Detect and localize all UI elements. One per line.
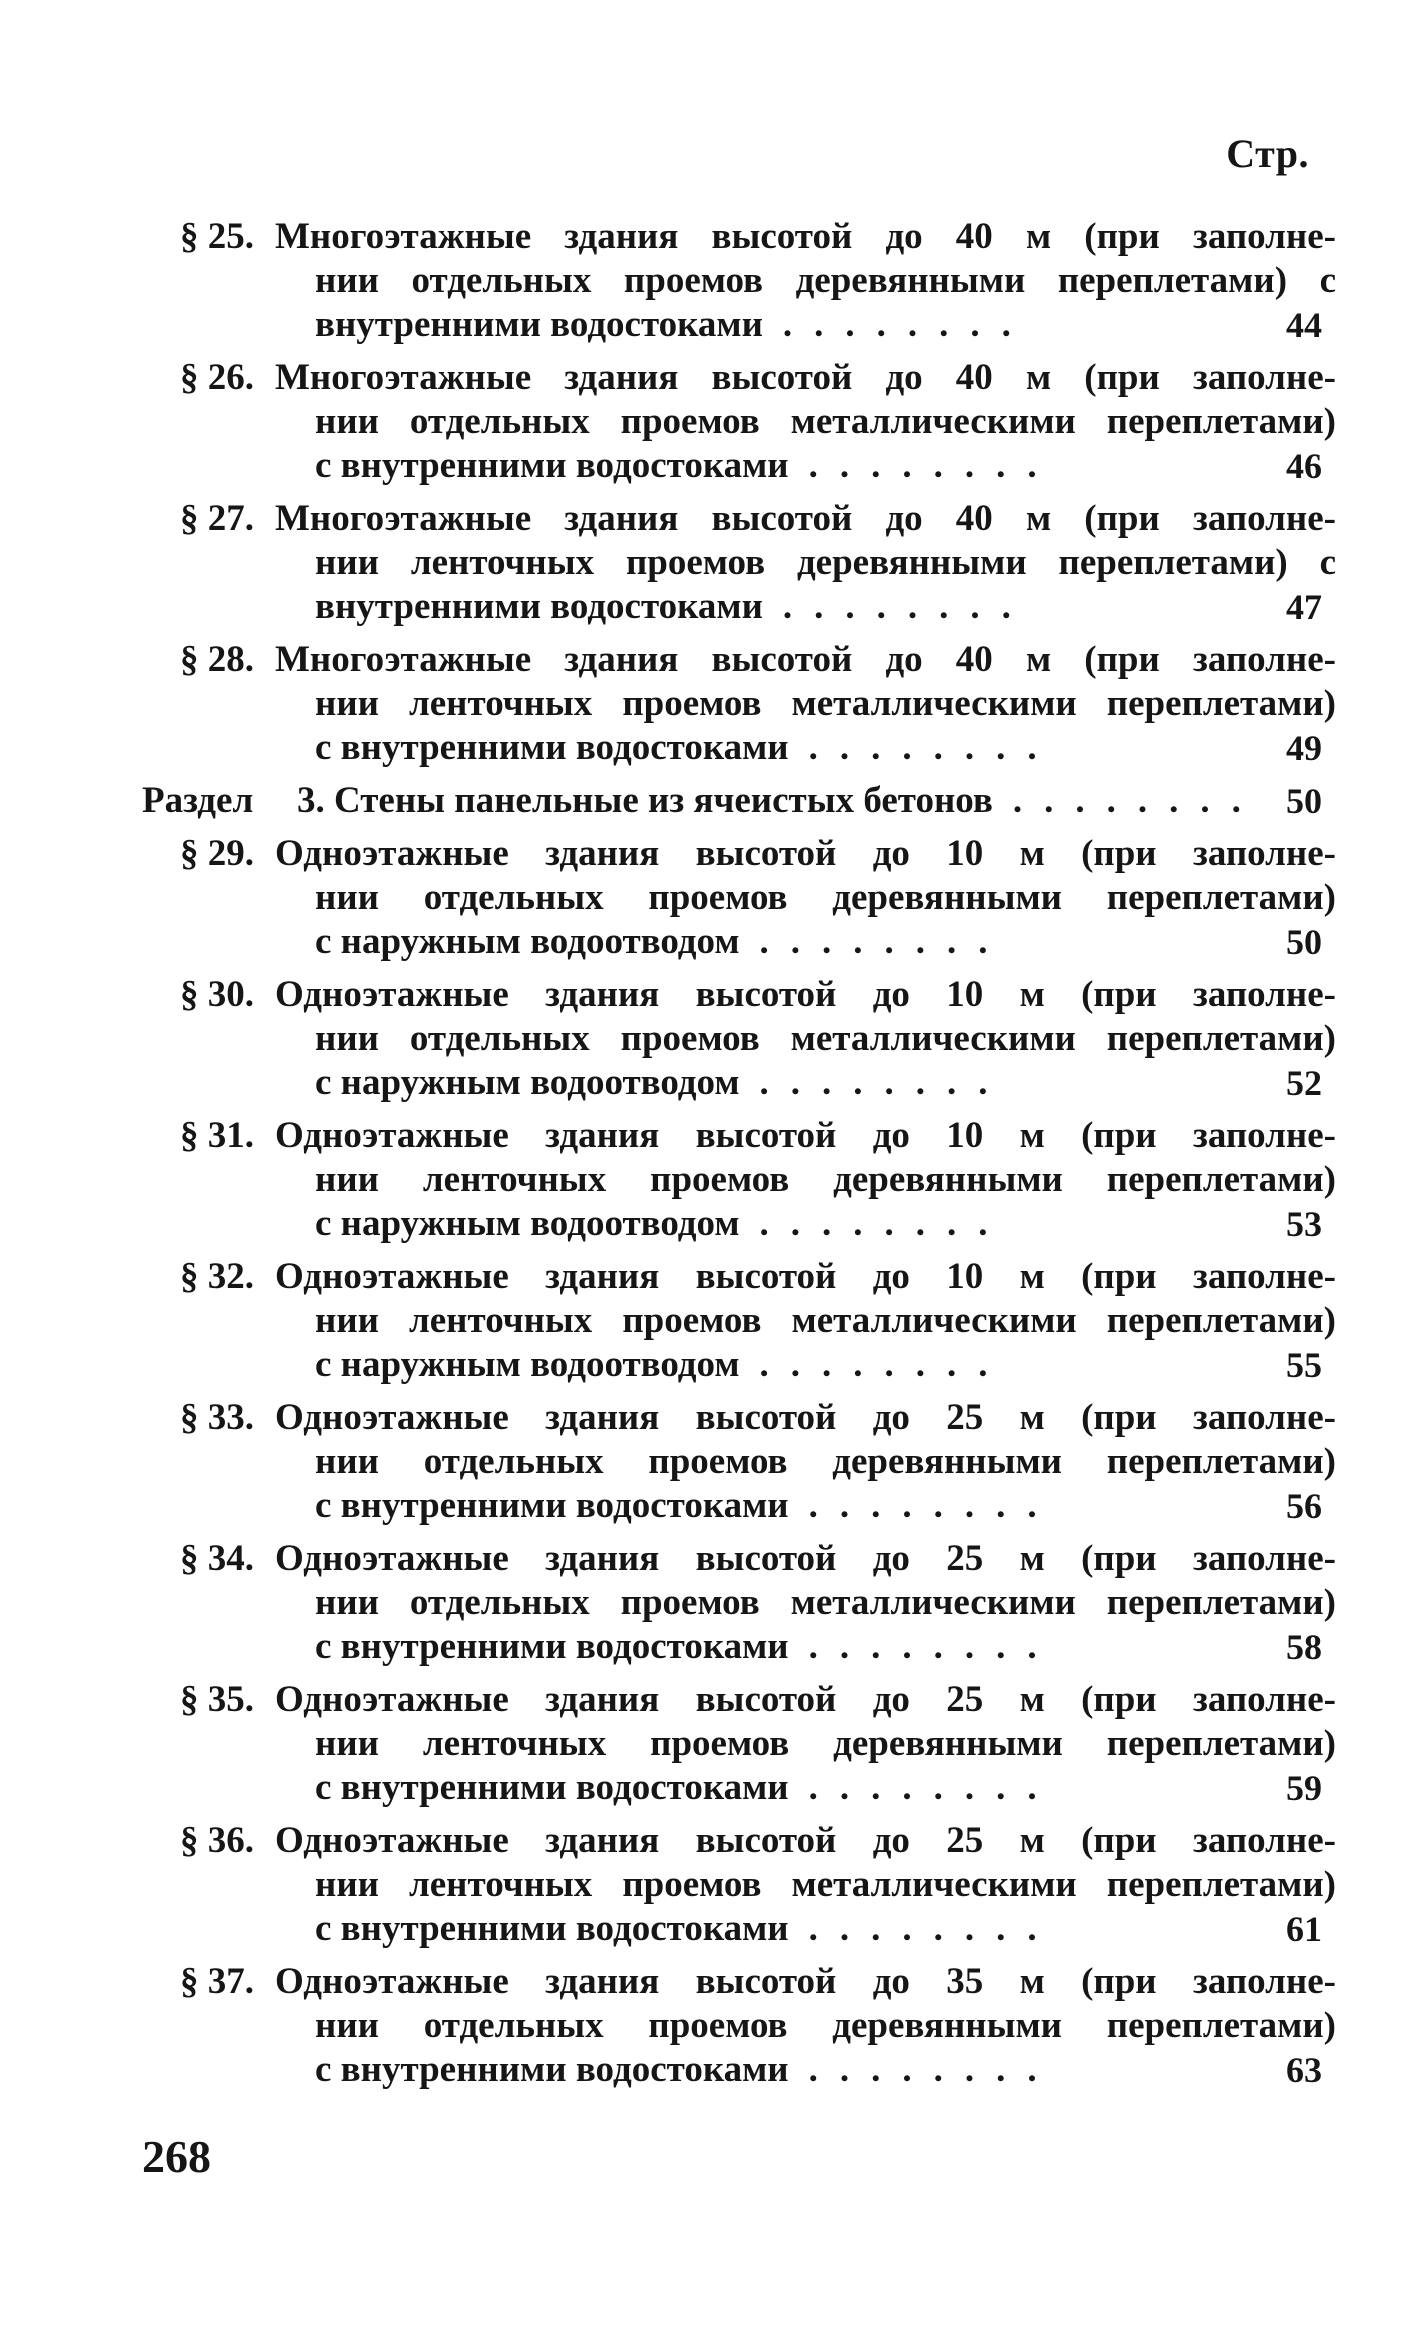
leader-dots: ........ (759, 1062, 1010, 1103)
entry-title-line: Одноэтажные здания высотой до 25 м (при заполне- (275, 1538, 1336, 1579)
entry-title-line: Одноэтажные здания высотой до 25 м (при заполне- (275, 1679, 1336, 1720)
entry-title-line: Многоэтажные здания высотой до 40 м (при заполне- (275, 639, 1336, 680)
entry-page-number: 63 (1286, 2050, 1322, 2090)
toc-entry (142, 497, 1336, 638)
entry-title (275, 1960, 1336, 2092)
entry-title (275, 1396, 1336, 1528)
entry-title (275, 832, 1336, 964)
toc-entry (142, 1960, 1336, 2101)
entry-page-number: 50 (1286, 922, 1322, 962)
table-of-contents (142, 215, 1336, 2101)
entry-title-line: Многоэтажные здания высотой до 40 м (при заполне- (275, 357, 1336, 398)
paragraph-number: § 29. (180, 833, 254, 874)
entry-title (297, 779, 1336, 823)
paragraph-number: § 27. (180, 498, 254, 539)
toc-entry (142, 832, 1336, 973)
leader-dots: ........ (808, 2049, 1059, 2090)
toc-entry (142, 356, 1336, 497)
entry-title-line: внутренними водостоками (315, 586, 763, 627)
entry-page-number: 44 (1286, 305, 1322, 345)
entry-title-line: с наружным водоотводом (315, 1062, 740, 1103)
entry-title (275, 973, 1336, 1105)
entry-title-line: нии ленточных проемов металлическими переплетами) (315, 683, 1336, 724)
entry-title-line: 3. Стены панельные из ячеистых бетонов (297, 780, 993, 821)
toc-entry (142, 638, 1336, 779)
section-label: Раздел (142, 780, 254, 821)
entry-title-line: Одноэтажные здания высотой до 10 м (при заполне- (275, 974, 1336, 1015)
entry-title-line: внутренними водостоками (315, 304, 763, 345)
entry-title-line: Одноэтажные здания высотой до 10 м (при заполне- (275, 1256, 1336, 1297)
entry-title-line: нии отдельных проемов металлическими переплетами) (315, 1018, 1336, 1059)
leader-dots: ........ (759, 1203, 1010, 1244)
entry-page-number: 47 (1286, 587, 1322, 627)
entry-title-line: с внутренними водостоками (315, 1767, 789, 1808)
leader-dots: ........ (808, 1767, 1059, 1808)
page-number: 268 (142, 2131, 211, 2182)
leader-dots: ........ (808, 445, 1059, 486)
page-column-header: Стр. (1226, 131, 1309, 176)
entry-title-line: с наружным водоотводом (315, 921, 740, 962)
leader-dots: ........ (759, 921, 1010, 962)
paragraph-number: § 26. (180, 357, 254, 398)
entry-title-line: нии отдельных проемов деревянными переплетами) (315, 2005, 1336, 2046)
paragraph-number: § 28. (180, 639, 254, 680)
entry-title (275, 1819, 1336, 1951)
entry-page-number: 49 (1286, 728, 1322, 768)
entry-title-line: нии отдельных проемов металлическими переплетами) (315, 1582, 1336, 1623)
entry-title (275, 1678, 1336, 1810)
entry-page-number: 56 (1286, 1486, 1322, 1526)
entry-title-line: Одноэтажные здания высотой до 10 м (при заполне- (275, 833, 1336, 874)
entry-title-line: с наружным водоотводом (315, 1344, 740, 1385)
paragraph-number: § 37. (180, 1961, 254, 2002)
entry-title-line: с внутренними водостоками (315, 2049, 789, 2090)
entry-title-line: нии отдельных проемов деревянными переплетами) с (315, 260, 1336, 301)
entry-title-line: с наружным водоотводом (315, 1203, 740, 1244)
entry-title (275, 356, 1336, 488)
entry-title-line: Многоэтажные здания высотой до 40 м (при заполне- (275, 498, 1336, 539)
toc-entry (142, 1678, 1336, 1819)
entry-title-line: Одноэтажные здания высотой до 25 м (при заполне- (275, 1397, 1336, 1438)
toc-section-entry (142, 779, 1322, 832)
toc-entry (142, 1819, 1336, 1960)
toc-entry (142, 973, 1336, 1114)
entry-title-line: нии ленточных проемов металлическими переплетами) (315, 1864, 1336, 1905)
paragraph-number: § 33. (180, 1397, 254, 1438)
entry-title-line: с внутренними водостоками (315, 727, 789, 768)
entry-title (275, 1255, 1336, 1387)
entry-title-line: с внутренними водостоками (315, 1485, 789, 1526)
paragraph-number: § 34. (180, 1538, 254, 1579)
entry-title-line: с внутренними водостоками (315, 1626, 789, 1667)
entry-page-number: 46 (1286, 446, 1322, 486)
entry-title-line: нии отдельных проемов деревянными переплетами) (315, 877, 1336, 918)
entry-title-line: нии отдельных проемов деревянными переплетами) (315, 1441, 1336, 1482)
toc-entry (142, 1537, 1336, 1678)
entry-title-line: нии ленточных проемов деревянными переплетами) (315, 1159, 1336, 1200)
toc-entry (142, 1255, 1336, 1396)
leader-dots: ........ (782, 586, 1033, 627)
paragraph-number: § 31. (180, 1115, 254, 1156)
entry-title-line: Одноэтажные здания высотой до 25 м (при заполне- (275, 1820, 1336, 1861)
entry-title-line: с внутренними водостоками (315, 445, 789, 486)
entry-title (275, 1537, 1336, 1669)
entry-page-number: 50 (1286, 781, 1322, 821)
paragraph-number: § 35. (180, 1679, 254, 1720)
leader-dots: ........ (1012, 780, 1263, 821)
entry-page-number: 55 (1286, 1345, 1322, 1385)
entry-page-number: 59 (1286, 1768, 1322, 1808)
entry-title-line: Многоэтажные здания высотой до 40 м (при заполне- (275, 216, 1336, 257)
entry-title-line: нии отдельных проемов металлическими переплетами) (315, 401, 1336, 442)
leader-dots: ........ (808, 1908, 1059, 1949)
toc-entry (142, 1114, 1336, 1255)
leader-dots: ........ (808, 727, 1059, 768)
leader-dots: ........ (759, 1344, 1010, 1385)
entry-title (275, 638, 1336, 770)
leader-dots: ........ (808, 1485, 1059, 1526)
toc-entry (142, 215, 1336, 356)
toc-entry (142, 1396, 1336, 1537)
entry-title-line: Одноэтажные здания высотой до 35 м (при заполне- (275, 1961, 1336, 2002)
entry-page-number: 61 (1286, 1909, 1322, 1949)
entry-title-line: с внутренними водостоками (315, 1908, 789, 1949)
entry-title-line: нии ленточных проемов деревянными переплетами) с (315, 542, 1336, 583)
entry-title (275, 1114, 1336, 1246)
entry-title (275, 497, 1336, 629)
entry-title (275, 215, 1336, 347)
entry-page-number: 52 (1286, 1063, 1322, 1103)
paragraph-number: § 36. (180, 1820, 254, 1861)
leader-dots: ........ (808, 1626, 1059, 1667)
entry-title-line: нии ленточных проемов металлическими переплетами) (315, 1300, 1336, 1341)
leader-dots: ........ (782, 304, 1033, 345)
entry-title-line: Одноэтажные здания высотой до 10 м (при заполне- (275, 1115, 1336, 1156)
paragraph-number: § 25. (180, 216, 254, 257)
entry-title-line: нии ленточных проемов деревянными переплетами) (315, 1723, 1336, 1764)
entry-page-number: 58 (1286, 1627, 1322, 1667)
paragraph-number: § 30. (180, 974, 254, 1015)
entry-page-number: 53 (1286, 1204, 1322, 1244)
paragraph-number: § 32. (180, 1256, 254, 1297)
